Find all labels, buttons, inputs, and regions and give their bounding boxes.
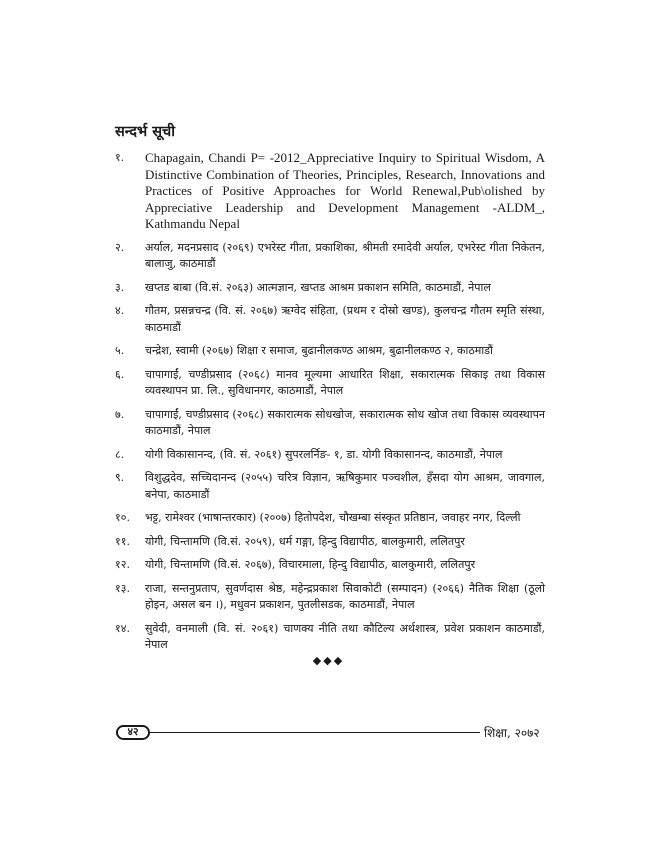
section-end-ornament: ◆◆◆ <box>312 654 345 667</box>
reference-number: १२. <box>115 558 130 572</box>
reference-number: ५. <box>115 344 125 358</box>
reference-text: गौतम, प्रसन्नचन्द्र (वि. सं. २०६७) ऋग्वेद संहिता, (प्रथम र दोस्रो खण्ड), कुलचन्द्र गौतम स्मृति संस्था, काठमाडौं <box>145 304 545 334</box>
reference-item <box>115 407 545 440</box>
reference-text: विशुद्धदेव, सच्चिदानन्द (२०५५) चरित्र विज्ञान, ऋषिकुमार पञ्चशील, हँसदा योग आश्रम, जावगाल, बनेपा, काठमाडौं <box>145 471 545 501</box>
reference-item <box>115 240 545 273</box>
reference-number: १. <box>115 151 125 164</box>
reference-text: चापागाईं, चण्डीप्रसाद (२०६८) सकारात्मक सोधखोज, सकारात्मक सोध खोज तथा विकास व्यवस्थापन काठमाडौं, नेपाल <box>145 407 545 438</box>
reference-list <box>115 150 545 661</box>
reference-text: राजा, सन्तनुप्रताप, सुवर्णदास श्रेष्ठ, महेन्द्रप्रकाश सिवाकोटी (सम्पादन) (२०६६) नैतिक शिक्षा (ठूलो होइन, असल बन ।), मधुवन प्रकाशन, पुतलीसडक, काठमाडौं, नेपाल <box>145 581 545 612</box>
reference-text: चापागाईं, चण्डीप्रसाद (२०६८) मानव मूल्यमा आधारित शिक्षा, सकारात्मक सिकाइ तथा विकास व्यवस्थापन प्रा. लि., सुविधानगर, काठमाडौं, नेपाल <box>145 367 545 398</box>
reference-number: ४. <box>115 304 125 318</box>
reference-text: भट्ट, रामेश्वर (भाषान्तरकार) (२००७) हितोपदेश, चौखम्बा संस्कृत प्रतिष्ठान, जवाहर नगर, दिल्ली <box>145 511 521 525</box>
reference-text: Chapagain, Chandi P= -2012_Appreciative Inquiry to Spiritual Wisdom, A Distinctive Combination of Theories, Principles, Research, Innovations and Practices of Positive Approaches for World Renewal,Pub\olished by Appreciative Leadership and Development Management -ALDM_, Kathmandu Nepal <box>145 150 545 232</box>
reference-item <box>115 534 545 551</box>
reference-number: ८. <box>115 447 125 461</box>
reference-item <box>115 150 545 233</box>
reference-item <box>115 280 545 297</box>
reference-text: योगी विकासानन्द, (वि. सं. २०६१) सुपरलर्निङ- १, डा. योगी विकासानन्द, काठमाडौं, नेपाल <box>145 447 503 461</box>
reference-number: १३. <box>115 581 130 595</box>
reference-number: ३. <box>115 280 125 294</box>
reference-number: ७. <box>115 407 125 421</box>
reference-item <box>115 557 545 574</box>
reference-number: १४. <box>115 621 130 635</box>
footer-rule <box>150 732 480 733</box>
reference-number: ६. <box>115 367 125 381</box>
reference-number: २. <box>115 240 125 254</box>
page-number: ४२ <box>116 725 150 740</box>
reference-text: चन्द्रेश, स्वामी (२०६७) शिक्षा र समाज, बुढानीलकण्ठ आश्रम, बुढानीलकण्ठ २, काठमाडौं <box>145 344 493 358</box>
reference-text: खप्तड बाबा (वि.सं. २०६३) आत्मज्ञान, खप्तड आश्रम प्रकाशन समिति, काठमाडौं, नेपाल <box>145 280 491 294</box>
reference-item <box>115 470 545 503</box>
reference-item <box>115 447 545 464</box>
reference-item <box>115 343 545 360</box>
journal-name: शिक्षा, २०७२ <box>484 726 540 740</box>
reference-number: १०. <box>115 511 130 525</box>
reference-item <box>115 581 545 614</box>
reference-text: अर्याल, मदनप्रसाद (२०६९) एभरेस्ट गीता, प्रकाशिका, श्रीमती रमादेवी अर्याल, एभरेस्ट गीता निकेतन, बालाजु, काठमाडौं <box>145 240 545 271</box>
reference-item <box>115 303 545 336</box>
reference-number: ९. <box>115 471 125 485</box>
reference-item <box>115 621 545 654</box>
reference-item <box>115 510 545 527</box>
page-heading: सन्दर्भ सूची <box>115 123 175 140</box>
reference-text: सुवेदी, वनमाली (वि. सं. २०६१) चाणक्य नीति तथा कौटिल्य अर्थशास्त्र, प्रवेश प्रकाशन काठमाडौं, नेपाल <box>145 621 545 652</box>
reference-text: योगी, चिन्तामणि (वि.सं. २०५९), धर्म गङ्गा, हिन्दु विद्यापीठ, बालकुमारी, ललितपुर <box>145 534 465 548</box>
reference-text: योगी, चिन्तामणि (वि.सं. २०६७), विचारमाला, हिन्दु विद्यापीठ, बालकुमारी, ललितपुर <box>145 558 476 572</box>
reference-item <box>115 367 545 400</box>
reference-number: ११. <box>115 534 130 548</box>
